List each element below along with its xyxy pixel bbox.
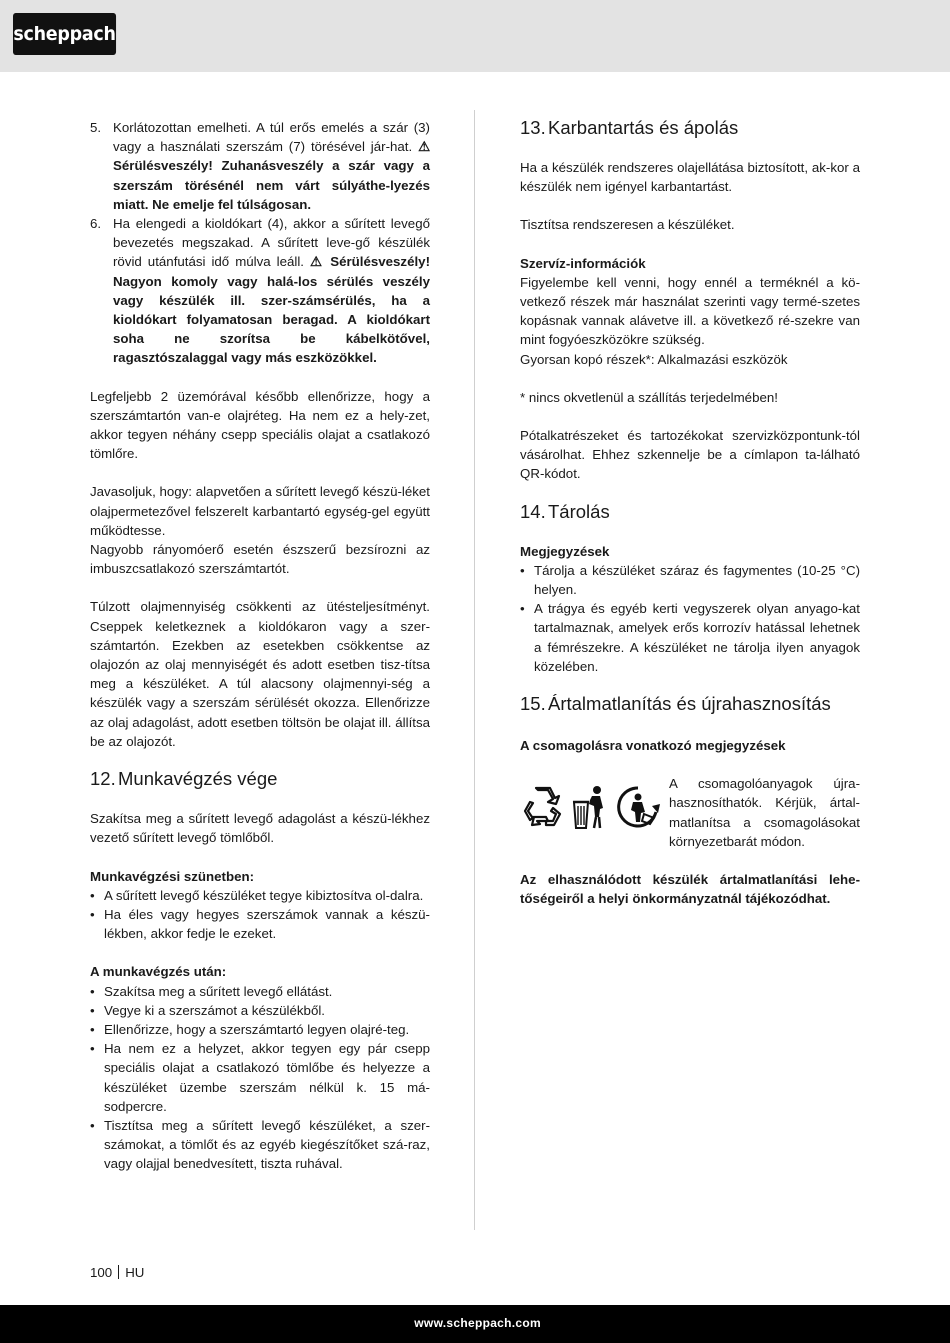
paragraph: Gyorsan kopó részek*: Alkalmazási eszközök bbox=[520, 351, 788, 367]
website-link[interactable]: www.scheppach.com bbox=[414, 1316, 541, 1330]
list-item: • A trágya és egyéb kerti vegyszerek olyan anyago-kat tartalmaznak, amelyek erős korrozív hatással lehetnek a fémrészekre. A készüléket ne tárolja ilyen anyagok közelében. bbox=[520, 601, 860, 674]
paragraph: Legfeljebb 2 üzemórával később ellenőrizze, hogy a szerszámtartón van-e olajréteg. Ha nem ez a hely-zet, akkor tegyen néhány csepp speciális olajat a csatlakozó tömlőre. bbox=[90, 388, 430, 462]
subheading: A munkavégzés után: bbox=[90, 964, 227, 980]
section-heading-15: 15. Ártalmatlanítás és újrahasznosítás bbox=[520, 693, 831, 715]
section-heading-14: 14. Tárolás bbox=[520, 500, 610, 522]
paragraph: Figyelembe kell venni, hogy ennél a terméknél a kö-vetkező részek már használat szerinti vagy termé-szetes kopásnak vannak alávetve ill. a következő ré-szekre van mint fogyóeszközökre szükség. bbox=[520, 274, 860, 348]
disposal-note: Az elhasználódott készülék ártalmatlanítási lehe-tőségeiről a helyi önkormányzatnál tájékozódhat. bbox=[520, 872, 860, 907]
list-item: • Ellenőrizze, hogy a szerszámtartó legyen olajré-teg. bbox=[90, 1021, 410, 1037]
subheading: A csomagolásra vonatkozó megjegyzések bbox=[520, 738, 786, 754]
subheading: Szervíz-információk bbox=[520, 255, 646, 271]
bullet-list bbox=[90, 886, 430, 944]
list-item: • Vegye ki a szerszámot a készülékből. bbox=[90, 1002, 325, 1018]
recycling-block bbox=[520, 774, 860, 851]
paragraph: Pótalkatrészeket és tartozékokat szervizközpontunk-tól vásárolhat. Ehhez szkennelje be a címlapon ta-lálható QR-kódot. bbox=[520, 428, 860, 482]
section-heading-12: 12. Munkavégzés vége bbox=[90, 768, 278, 790]
paragraph: Túlzott olajmennyiség csökkenti az ütésteljesítményt. Cseppek keletkeznek a kioldókaron vagy a szer-számtartón. Ezekben az esetekben csökkentse az olajozón az olaj mennyiségét és adott esetben tisz-títsa meg a készüléket. A túl alacsony olajmennyi-ség a készülék vagy a szerszám sérülését okozza. Ellenőrizze az olaj adagolást, adott esetben töltsön be olajat ill. állítsa be az olajozót. bbox=[90, 599, 430, 749]
header-bar bbox=[0, 0, 950, 72]
paragraph: * nincs okvetlenül a szállítás terjedelmében! bbox=[520, 389, 778, 405]
subheading: Munkavégzési szünetben: bbox=[90, 868, 255, 884]
list-item-6 bbox=[90, 214, 430, 368]
warning-text: ⚠ Sérülésveszély! Nagyon komoly vagy halá-los sérülés veszély vagy készülék ill. szer-számsérülés, ha a kioldókart folyamatosan beragad. A kioldókart soha ne szorítsa be kábelkötővel, ragasztószalaggal vagy más eszközökkel. bbox=[113, 254, 430, 366]
bullet-list bbox=[90, 982, 430, 1174]
paragraph: Ha a készülék rendszeres olajellátása biztosított, ak-kor a készülék nem igényel karbantartást. bbox=[520, 160, 860, 195]
item-number: 6. bbox=[90, 216, 102, 232]
trash-bin-icon bbox=[570, 784, 610, 830]
warning-text: ⚠ Sérülésveszély! Zuhanásveszély a szár vagy a szerszám törésénél nem várt súlyáthe-lyezés miatt. Ne emelje fel túlságosan. bbox=[113, 139, 430, 212]
bullet-list bbox=[520, 561, 860, 676]
list-item: • Tisztítsa meg a sűrített levegő készüléket, a szer-számokat, a tömlőt és az egyéb kiegészítőket szá-raz, vagy olajjal benedvesített, tiszta ruhával. bbox=[90, 1117, 430, 1172]
footer-bar bbox=[0, 1305, 950, 1343]
subheading: Megjegyzések bbox=[520, 543, 610, 559]
paragraph: Szakítsa meg a sűrített levegő adagolást a készü-lékhez vezető sűrített levegő tömlőből. bbox=[90, 811, 430, 846]
section-heading-13: 13. Karbantartás és ápolás bbox=[520, 117, 739, 138]
column-divider bbox=[474, 110, 475, 1230]
list-item-5 bbox=[90, 118, 430, 214]
recycle-icon bbox=[520, 784, 566, 830]
item-number: 5. bbox=[90, 120, 102, 135]
tidyman-recycle-icon bbox=[614, 784, 662, 830]
paragraph: Nagyobb rányomóerő esetén észszerű bezsírozni az imbuszcsatlakozó szerszámtartót. bbox=[90, 542, 430, 577]
paragraph: Javasoljuk, hogy: alapvetően a sűrített levegő készü-léket olajpermetezővel felszerelt karbantartó egység-gel együtt működtesse. bbox=[90, 484, 431, 538]
right-column bbox=[520, 118, 860, 908]
paragraph: A csomagolóanyagok újra-hasznosíthatók. Kérjük, ártal-matlanítsa a csomagolásokat környezetbarát módon. bbox=[669, 776, 860, 849]
list-item: • A sűrített levegő készüléket tegye kibiztosítva ol-dalra. bbox=[90, 887, 424, 903]
scheppach-logo: scheppach bbox=[13, 13, 116, 55]
list-item: • Szakítsa meg a sűrített levegő ellátást. bbox=[90, 983, 333, 999]
item-text: Ha elengedi a kioldókart (4), akkor a sűrített levegő bevezetés megszakad. A sűrített leve-gő készülék rövid utánfutási idő múlva leáll. bbox=[113, 216, 430, 270]
left-column bbox=[90, 118, 430, 1174]
list-item: • Ha éles vagy hegyes szerszámok vannak a készü-lékben, akkor fedje le ezeket. bbox=[90, 906, 430, 942]
item-text: Korlátozottan emelheti. A túl erős emelés a szár (3) vagy a használati szerszám (7) törésével jár-hat. bbox=[113, 120, 430, 155]
numbered-list bbox=[90, 118, 430, 368]
list-item: • Tárolja a készüléket száraz és fagymentes (10-25 °C) helyen. bbox=[520, 562, 860, 598]
recycling-icons bbox=[520, 774, 669, 830]
paragraph: Tisztítsa rendszeresen a készüléket. bbox=[520, 217, 735, 233]
page-number: 100 HU bbox=[90, 1265, 145, 1280]
list-item: • Ha nem ez a helyzet, akkor tegyen egy pár csepp speciális olajat a csatlakozó tömlőbe és helyezze a készüléket üzembe szerszám nélkül k. 15 má-sodpercre. bbox=[90, 1041, 430, 1114]
